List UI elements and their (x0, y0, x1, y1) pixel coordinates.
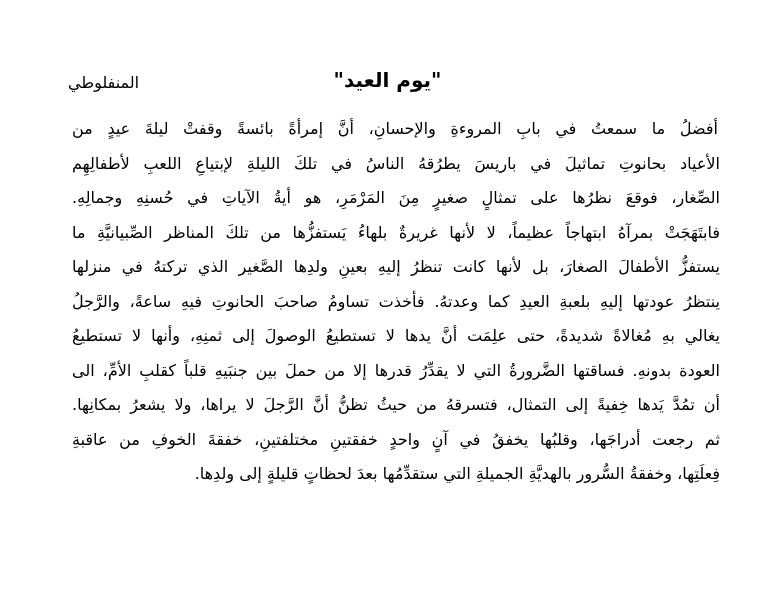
body-paragraph (72, 112, 720, 492)
document-author: المنفلوطي (68, 73, 140, 92)
paragraph-line: يستفزُّ الأطفالَ الصغارَ، بل لأنها كانت تنظرُ إليهِ بعينِ ولدِها الصَّغير الذي تركتهُ في منزلها (72, 257, 720, 276)
paragraph-line: الأعياد بحانوتِ تماثيلَ في باريسَ يطرُقهُ الناسُ في تلكَ الليلةِ لإبتياعِ اللعبِ لأطفالِهِم (72, 153, 720, 173)
paragraph-line: العودة بدونهِ. فساقتها الضَّرورةُ التي لا يقدِّرُ قدرها إلا من حملَ بين جنبَيهِ قلباً كقلبِ الأمِّ، الى (72, 360, 720, 380)
paragraph-line: يغالي بهِ مُغالاةً شديدةً، حتى علِمَت أنَّ يدها لا تستطيعُ الوصولَ إلى ثمنِهِ، وأنها لا تستطيعُ (72, 326, 720, 345)
document-title: "يوم العيد" (333, 68, 442, 92)
paragraph-line: الصِّغار، فوقعَ نظرُها على تمثالٍ صغيرٍ مِنَ المَرْمَرِ، هو أيةُ الآياتِ في حُسنِهِ وجمالِهِ. (72, 188, 720, 207)
paragraph-line: فابتَهَجَتْ بمرآهُ ابتهاجاً عظيماً، لا لأنها غريرةٌ بلهاءُ يَستفزُّها من تلكَ المناظر الصِّبيانيَّةِ ما (72, 222, 720, 242)
paragraph-line: ينتظرُ عودتها إليهِ بلعبةِ العيدِ كما وعدتهُ. فأخذت تساومُ صاحبَ الحانوتِ فيهِ ساعةً، والرَّجلُ (72, 291, 720, 311)
paragraph-line: فِعلَتِها، وخفقةُ السُّرور بالهديَّةِ الجميلةِ التي ستقدِّمُها بعدَ لحظاتٍ قليلةٍ إلى ولدِها. (194, 464, 720, 483)
paragraph-line: ثم رجعت أدراجَها، وقلبُها يخفقُ في آنٍ واحدٍ خفقتينِ مختلفتينِ، خفقةَ الخوفِ من عاقبةِ (72, 429, 720, 449)
paragraph-line: أن تمُدَّ يَدها خِفيةً إلى التمثال، فتسرقهُ من حيثُ تظنُّ أنَّ الرَّجلَ لا يراها، ولا يشعرُ بمكانِها. (72, 395, 720, 414)
paragraph-line: أفضلُ ما سمعتُ في بابِ المروءةِ والإحسانِ، أنَّ إمرأةً بائسةً وقفتْ ليلةَ عيدٍ من (72, 119, 718, 138)
